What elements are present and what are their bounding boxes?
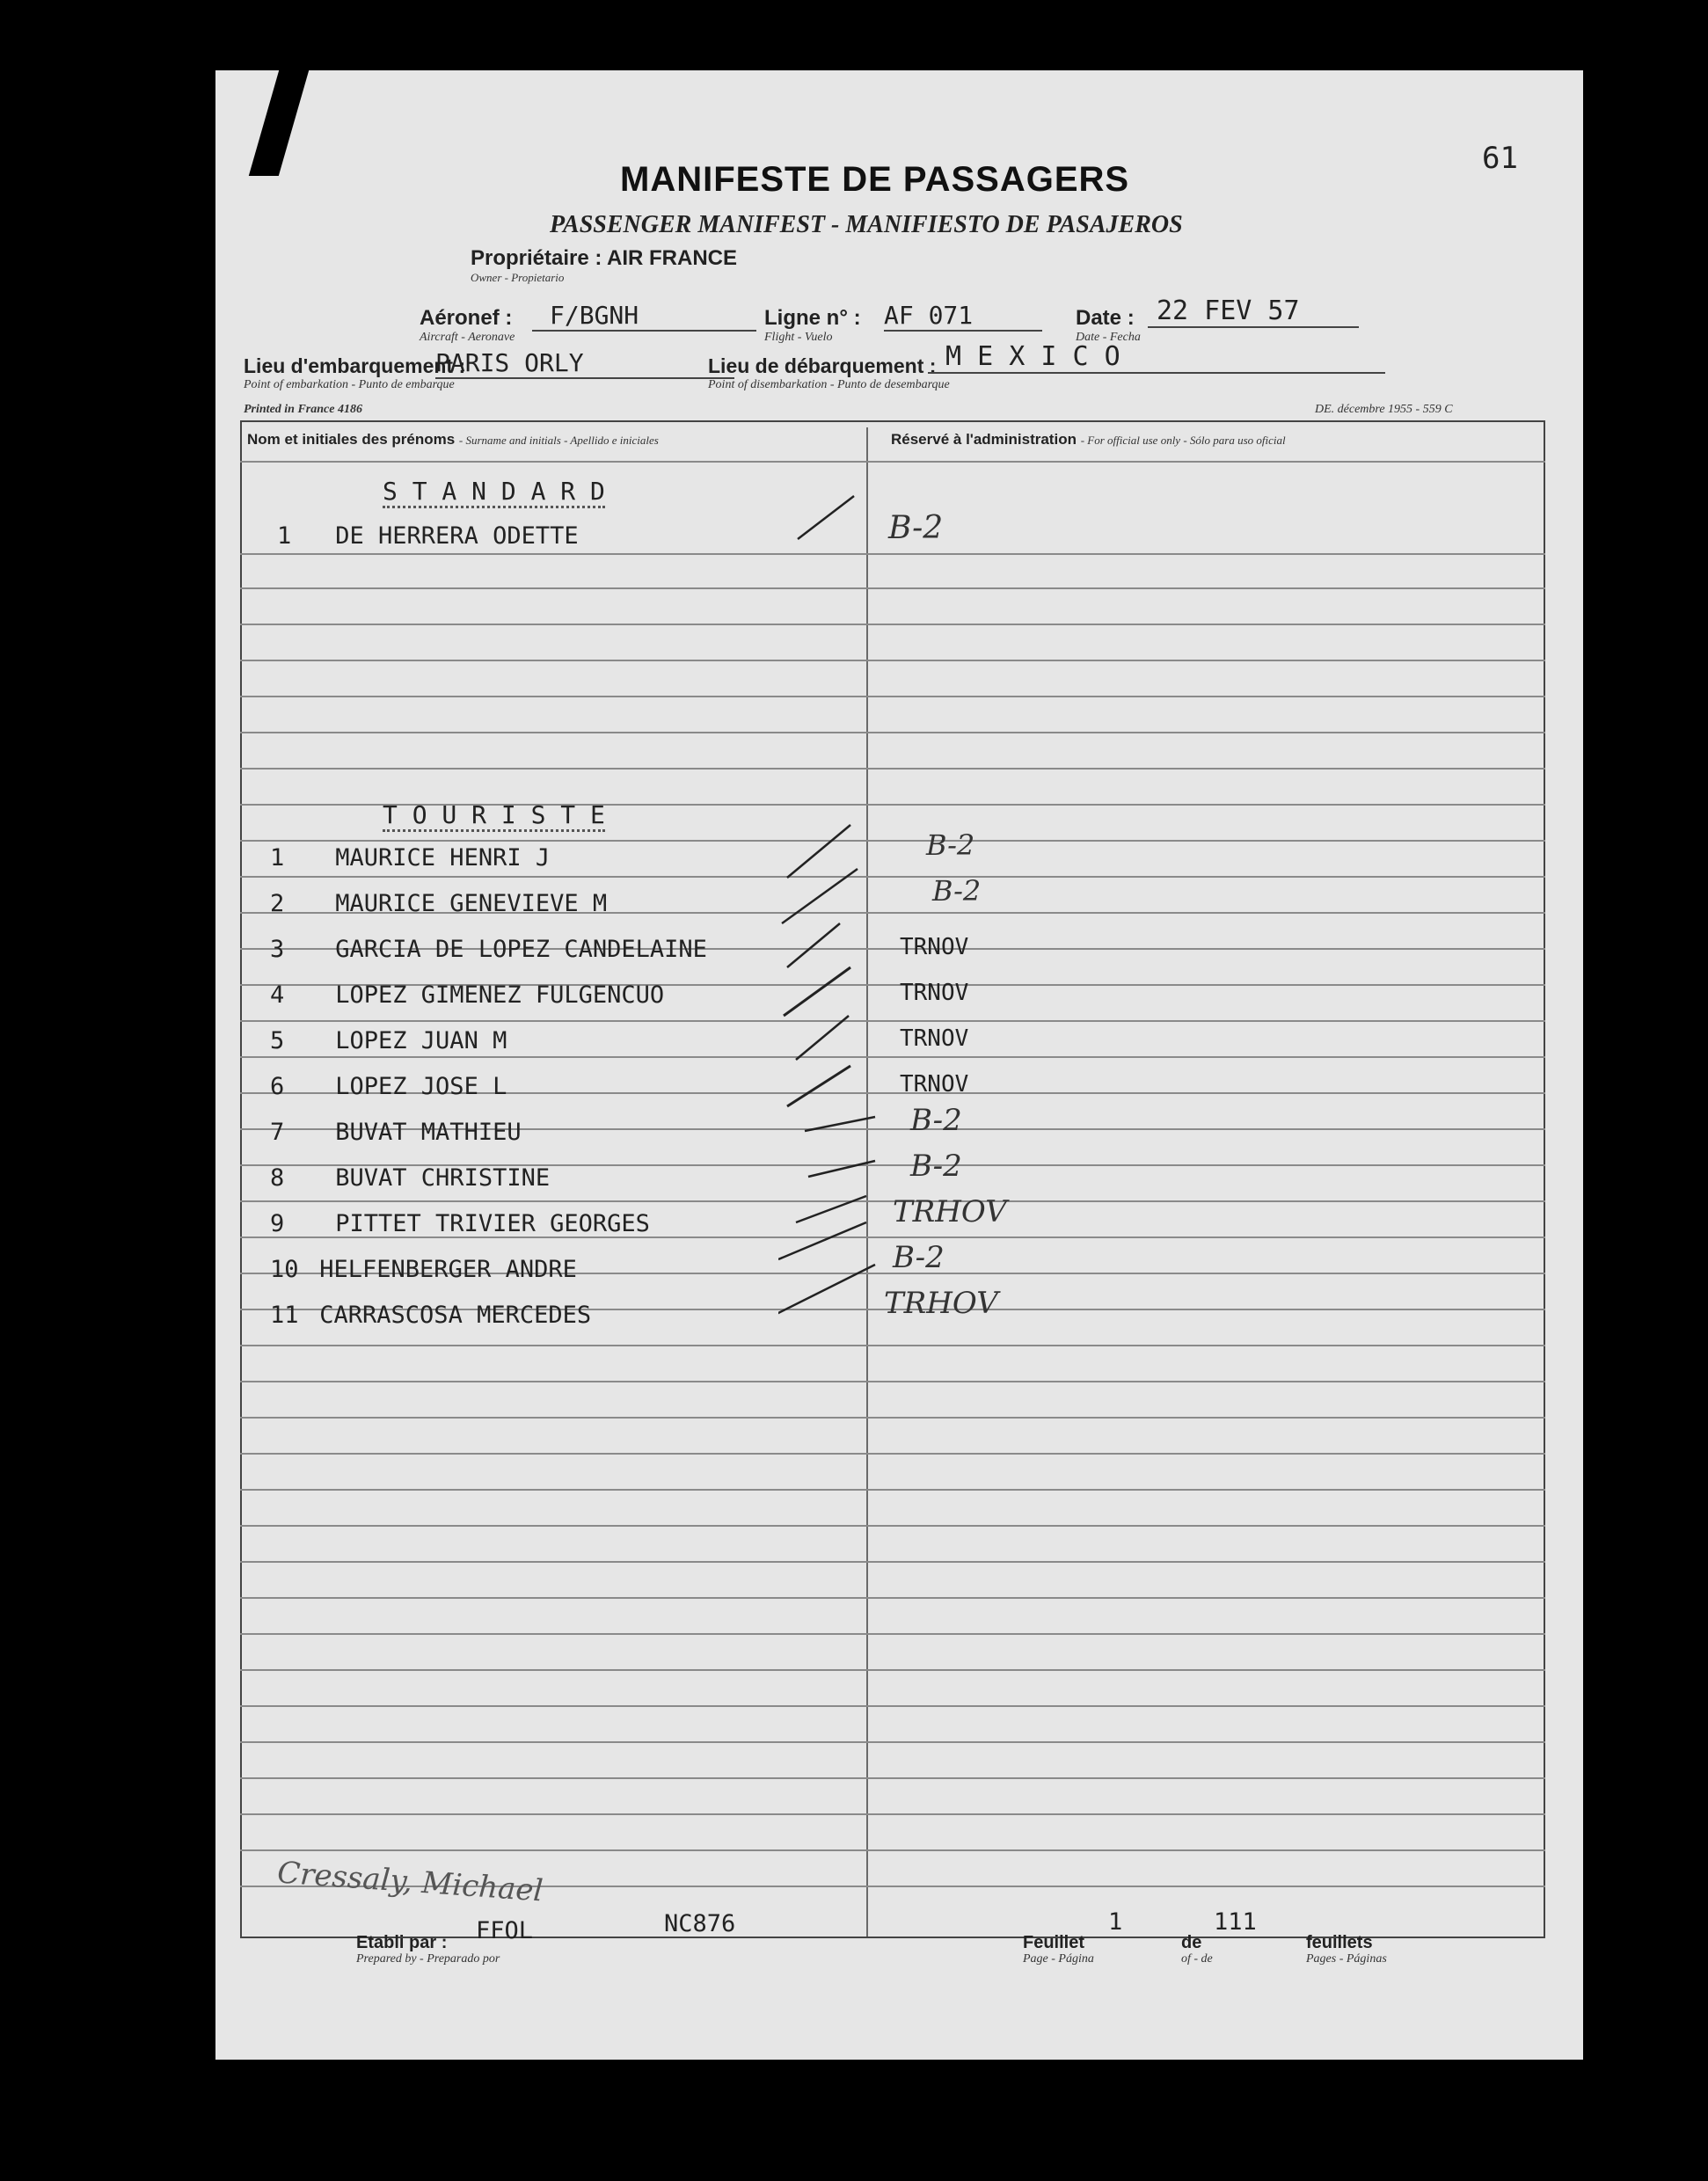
table-rule-line xyxy=(240,732,1545,733)
tourist-row-8 xyxy=(270,1164,550,1192)
aircraft-label: Aéronef : xyxy=(420,306,513,330)
table-rule-line xyxy=(240,1417,1545,1419)
passenger-name: MAURICE HENRI J xyxy=(335,844,551,872)
passenger-number: 8 xyxy=(270,1164,285,1192)
check-mark xyxy=(787,1066,850,1106)
official-code: TRNOV xyxy=(900,934,969,960)
column-header-right-sub: - For official use only - Sólo para uso oficial xyxy=(1080,434,1286,447)
column-header-left-sub: - Surname and initials - Apellido e iniciales xyxy=(458,434,659,447)
disembark-value: M E X I C O xyxy=(928,341,1385,374)
passenger-name: GARCIA DE LOPEZ CANDELAINE xyxy=(335,936,707,963)
disembark-sub: Point of disembarkation - Punto de desembarque xyxy=(708,378,950,391)
table-rule-line xyxy=(240,1633,1545,1635)
table-rule-line xyxy=(240,1777,1545,1779)
check-mark xyxy=(784,967,850,1016)
table-rule-line xyxy=(240,1525,1545,1527)
official-code: TRNOV xyxy=(900,1025,969,1052)
passenger-number: 2 xyxy=(270,890,285,917)
official-code: TRHOV xyxy=(884,1286,998,1321)
prepared-sub: Prepared by - Preparado por xyxy=(356,1952,500,1966)
passenger-number: 10 xyxy=(270,1256,299,1283)
table-rule-line xyxy=(240,1345,1545,1346)
check-mark xyxy=(778,1222,866,1259)
check-mark xyxy=(796,491,858,543)
owner-sub: Owner - Propietario xyxy=(471,271,565,284)
column-header-left xyxy=(247,431,659,449)
section-touriste: T O U R I S T E xyxy=(383,800,605,832)
table-rule-line xyxy=(240,624,1545,625)
column-header-right-label: Réservé à l'administration xyxy=(891,431,1077,448)
tourist-row-10 xyxy=(270,1256,577,1283)
printed-right: DE. décembre 1955 - 559 C xyxy=(1315,403,1453,416)
official-code: TRNOV xyxy=(900,1071,969,1098)
table-rule-line xyxy=(240,1056,1545,1058)
passenger-name: HELFENBERGER ANDRE xyxy=(319,1256,577,1283)
owner-value: AIR FRANCE xyxy=(607,246,737,270)
date-sub: Date - Fecha xyxy=(1076,331,1141,344)
check-marks xyxy=(778,809,884,1354)
table-rule-line xyxy=(240,840,1545,842)
official-code: B-2 xyxy=(910,1149,962,1184)
prepared-code: NC876 xyxy=(664,1910,736,1937)
standard-row xyxy=(277,522,579,550)
printed-left: Printed in France 4186 xyxy=(244,403,362,416)
passenger-name: LOPEZ GIMENEZ FULGENCUO xyxy=(335,981,665,1009)
table-rule-line xyxy=(240,696,1545,697)
aircraft-sub: Aircraft - Aeronave xyxy=(420,331,515,344)
sheets-sub: Pages - Páginas xyxy=(1306,1952,1387,1966)
official-code: TRHOV xyxy=(893,1194,1007,1229)
of-value: 111 xyxy=(1214,1908,1257,1936)
sheet-value: 1 xyxy=(1108,1908,1123,1936)
table-rule-line xyxy=(240,553,1545,555)
table-rule-line xyxy=(240,587,1545,589)
sheet-sub: Page - Página xyxy=(1023,1952,1094,1966)
table-rule-line xyxy=(240,1741,1545,1743)
table-rule-line xyxy=(240,1381,1545,1382)
tourist-row-6 xyxy=(270,1073,507,1100)
official-code: B-2 xyxy=(893,1240,945,1275)
official-code: TRNOV xyxy=(900,980,969,1006)
table-rule-line xyxy=(240,1813,1545,1815)
passenger-name: CARRASCOSA MERCEDES xyxy=(319,1302,592,1329)
passenger-number: 5 xyxy=(270,1027,285,1054)
check-mark xyxy=(796,1016,849,1060)
passenger-name: LOPEZ JOSE L xyxy=(335,1073,507,1100)
check-mark xyxy=(782,869,858,923)
page-title: MANIFESTE DE PASSAGERS xyxy=(620,160,1130,199)
check-mark xyxy=(787,923,840,967)
official-code: B-2 xyxy=(932,874,982,908)
table-rule-line xyxy=(240,660,1545,661)
manifest-sheet xyxy=(215,70,1583,2060)
check-mark xyxy=(796,1196,866,1222)
tourist-row-4 xyxy=(270,981,664,1009)
embark-value: PARIS ORLY xyxy=(435,348,734,379)
table-rule-line xyxy=(240,1669,1545,1671)
passenger-number: 3 xyxy=(270,936,285,963)
table-rule-line xyxy=(240,1020,1545,1022)
tourist-row-5 xyxy=(270,1027,507,1054)
flight-sub: Flight - Vuelo xyxy=(764,331,833,344)
tourist-row-9 xyxy=(270,1210,650,1237)
flight-label: Ligne n° : xyxy=(764,306,861,330)
column-header-right xyxy=(891,431,1286,449)
passenger-number: 1 xyxy=(270,844,285,872)
table-rule-line xyxy=(240,461,1545,463)
disembark-label: Lieu de débarquement : xyxy=(708,354,937,377)
official-code: B-2 xyxy=(910,1103,962,1138)
torn-corner-mark xyxy=(249,70,309,176)
signature: Cressaly, Michael xyxy=(275,1855,544,1909)
passenger-number: 1 xyxy=(277,522,292,550)
prepared-label: Etabli par : xyxy=(356,1933,448,1952)
table-rule-line xyxy=(240,768,1545,770)
section-standard: S T A N D A R D xyxy=(383,477,605,508)
tourist-row-2 xyxy=(270,890,607,917)
page-subtitle: PASSENGER MANIFEST - MANIFIESTO DE PASAJEROS xyxy=(550,211,1183,238)
table-rule-line xyxy=(240,1561,1545,1563)
table-rule-line xyxy=(240,1489,1545,1491)
passenger-number: 11 xyxy=(270,1302,299,1329)
table-rule-line xyxy=(240,1705,1545,1707)
of-sub: of - de xyxy=(1181,1952,1213,1966)
passenger-name: PITTET TRIVIER GEORGES xyxy=(335,1210,650,1237)
embark-label: Lieu d'embarquement : xyxy=(244,354,466,377)
check-mark xyxy=(805,1117,875,1131)
passenger-number: 7 xyxy=(270,1119,285,1146)
aircraft-value: F/BGNH xyxy=(532,301,756,332)
tourist-row-3 xyxy=(270,936,707,963)
check-mark xyxy=(808,1161,875,1177)
check-mark xyxy=(787,825,850,878)
table-rule-line xyxy=(240,1453,1545,1455)
passenger-name: DE HERRERA ODETTE xyxy=(335,522,579,550)
owner-label: Propriétaire : xyxy=(471,246,602,270)
column-header-left-label: Nom et initiales des prénoms xyxy=(247,431,456,448)
sheet-label: Feuillet xyxy=(1023,1933,1085,1952)
official-code: B-2 xyxy=(926,828,975,862)
table-rule-line xyxy=(240,1597,1545,1599)
passenger-name: BUVAT MATHIEU xyxy=(335,1119,522,1146)
date-value: 22 FEV 57 xyxy=(1148,295,1359,328)
tourist-row-11 xyxy=(270,1302,591,1329)
passenger-number: 9 xyxy=(270,1210,285,1237)
passenger-number: 6 xyxy=(270,1073,285,1100)
tourist-row-7 xyxy=(270,1119,522,1146)
of-label: de xyxy=(1181,1933,1202,1952)
embark-sub: Point of embarkation - Punto de embarque xyxy=(244,378,455,391)
passenger-name: LOPEZ JUAN M xyxy=(335,1027,507,1054)
passenger-number: 4 xyxy=(270,981,285,1009)
passenger-name: MAURICE GENEVIEVE M xyxy=(335,890,608,917)
page-number: 61 xyxy=(1482,141,1518,176)
prepared-value: FFOL xyxy=(476,1917,534,1944)
check-mark xyxy=(778,1265,875,1317)
date-label: Date : xyxy=(1076,306,1135,330)
flight-value: AF 071 xyxy=(884,301,1042,332)
table-rule-line xyxy=(240,1849,1545,1851)
sheets-label: feuillets xyxy=(1306,1933,1373,1952)
tourist-row-1 xyxy=(270,844,550,872)
table-rule-line xyxy=(240,876,1545,878)
passenger-name: BUVAT CHRISTINE xyxy=(335,1164,551,1192)
official-code: B-2 xyxy=(888,510,944,546)
